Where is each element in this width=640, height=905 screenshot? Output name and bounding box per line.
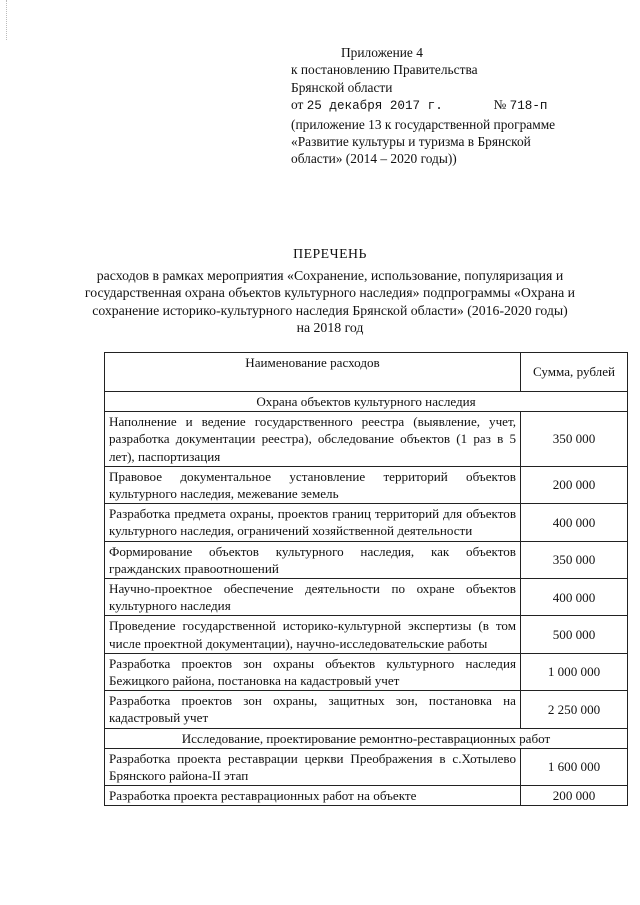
annex-line-5: (приложение 13 к государственной программе <box>291 116 556 132</box>
row-amount: 1 600 000 <box>521 748 628 785</box>
row-description: Разработка проекта реставрационных работ на объекте <box>105 786 521 806</box>
row-amount: 500 000 <box>521 616 628 653</box>
annex-line-2: к постановлению Правительства <box>291 62 478 78</box>
title-line-2: государственная охрана объектов культурного наследия» подпрограммы «Охрана и <box>84 285 576 301</box>
section-row <box>105 728 628 748</box>
row-description: Разработка проекта реставрации церкви Преображения в с.Хотылево Брянского района-II этап <box>105 748 521 785</box>
table-row <box>105 466 628 503</box>
row-amount: 350 000 <box>521 412 628 467</box>
table-row <box>105 748 628 785</box>
row-amount: 200 000 <box>521 466 628 503</box>
row-description: Формирование объектов культурного наследия, как объектов гражданских правоотношений <box>105 541 521 578</box>
table-row <box>105 786 628 806</box>
table-row <box>105 579 628 616</box>
table-header-row <box>105 353 628 392</box>
margin-marks <box>6 0 11 40</box>
section-row <box>105 392 628 412</box>
document-title <box>60 245 600 337</box>
row-description: Правовое документальное установление территорий объектов культурного наследия, межевание земель <box>105 466 521 503</box>
table-row <box>105 653 628 690</box>
row-description: Проведение государственной историко-культурной экспертизы (в том числе проектной документации), научно-исследовательские работы <box>105 616 521 653</box>
row-description: Наполнение и ведение государственного реестра (выявление, учет, разработка документации реестра), обследование объектов (1 раз в 5 лет), паспортизация <box>105 412 521 467</box>
row-amount: 2 250 000 <box>521 691 628 728</box>
title-line-4: на 2018 год <box>296 320 364 336</box>
row-description: Научно-проектное обеспечение деятельности по охране объектов культурного наследия <box>105 579 521 616</box>
expenses-table <box>104 352 628 806</box>
title-heading: ПЕРЕЧЕНЬ <box>293 246 367 261</box>
title-line-1: расходов в рамках мероприятия «Сохранение, использование, популяризация и <box>96 267 564 283</box>
annex-line-7: области» (2014 – 2020 годы)) <box>291 151 457 167</box>
row-amount: 350 000 <box>521 541 628 578</box>
table-row <box>105 412 628 467</box>
annex-date-prefix: от <box>291 97 304 113</box>
row-amount: 400 000 <box>521 504 628 541</box>
annex-date-value: 25 декабря 2017 г. <box>306 99 443 114</box>
table-row <box>105 504 628 541</box>
annex-block <box>291 44 555 168</box>
table-row <box>105 616 628 653</box>
header-sum: Сумма, рублей <box>521 353 628 392</box>
row-amount: 1 000 000 <box>521 653 628 690</box>
section-title: Исследование, проектирование ремонтно-реставрационных работ <box>105 728 628 748</box>
table-row <box>105 691 628 728</box>
header-name: Наименование расходов <box>105 353 521 392</box>
row-description: Разработка предмета охраны, проектов границ территорий для объектов культурного наследия, ограничений хозяйственной деятельности <box>105 504 521 541</box>
annex-date-line <box>291 96 555 115</box>
row-description: Разработка проектов зон охраны объектов культурного наследия Бежицкого района, постановка на кадастровый учет <box>105 653 521 690</box>
annex-line-3: Брянской области <box>291 79 393 95</box>
annex-line-6: «Развитие культуры и туризма в Брянской <box>291 134 531 150</box>
annex-number-value: 718-п <box>509 99 548 114</box>
section-title: Охрана объектов культурного наследия <box>105 392 628 412</box>
row-amount: 400 000 <box>521 579 628 616</box>
annex-number-label: № <box>493 97 507 113</box>
row-amount: 200 000 <box>521 786 628 806</box>
annex-line-1: Приложение 4 <box>341 45 423 60</box>
table-row <box>105 541 628 578</box>
title-line-3: сохранение историко-культурного наследия Брянской области» (2016-2020 годы) <box>92 302 568 318</box>
row-description: Разработка проектов зон охраны, защитных зон, постановка на кадастровый учет <box>105 691 521 728</box>
